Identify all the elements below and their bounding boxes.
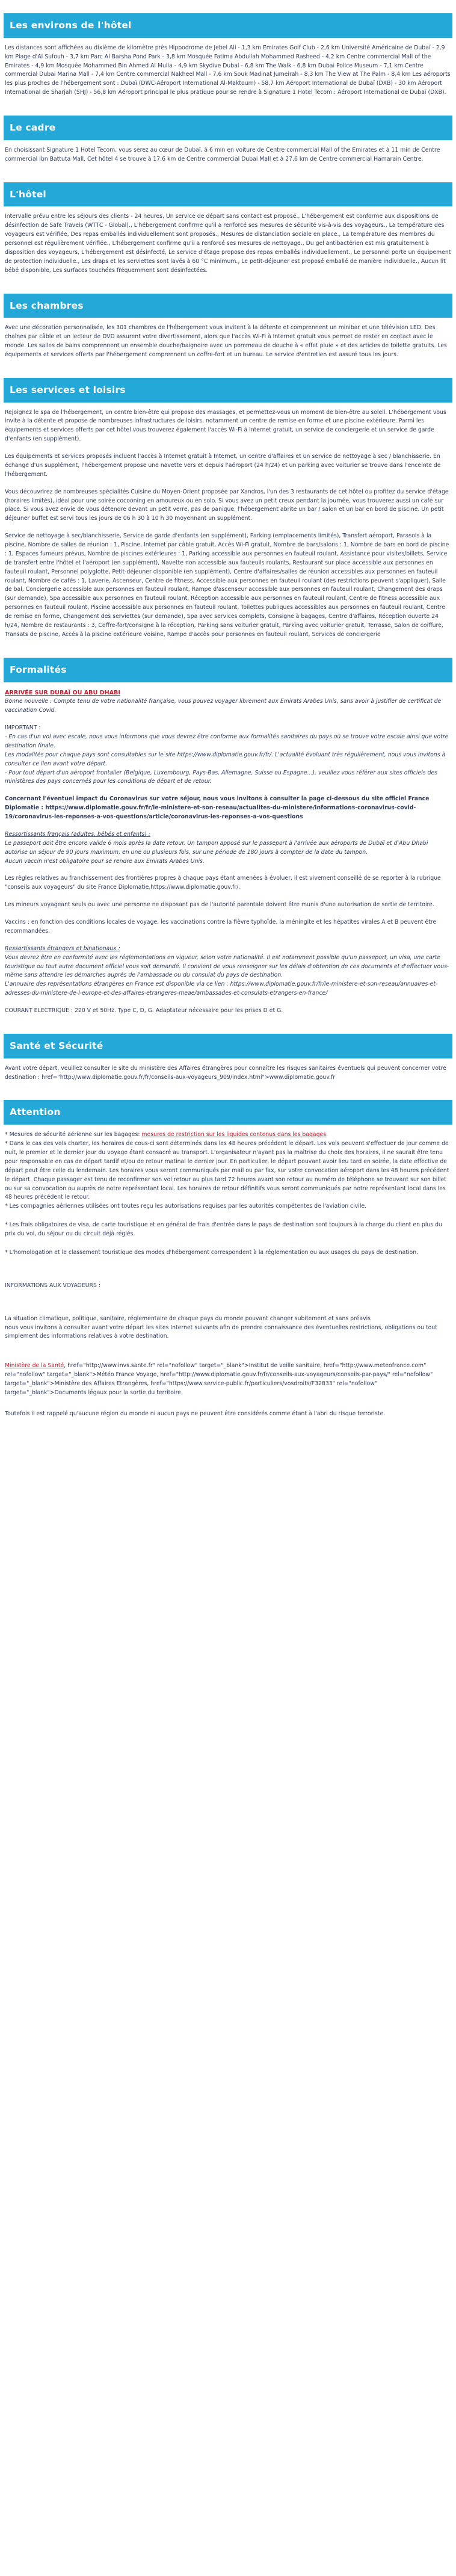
- foreign-nationals-text-1: Vous devrez être en conformité avec les réglementations en vigueur, selon votre nationalité. Il est notamment possible qu'un passeport, un visa, une carte touristique ou tout autre document officiel vous soit demandé. Il convient de vous renseigner sur les délais d'obtention de ces documents et d'effectuer vous-même sans attendre les démarches auprès de l'ambassade ou du consulat du pays de destination.: [5, 954, 449, 979]
- services-list: Service de nettoyage à sec/blanchisserie, Service de garde d'enfants (en supplément), Parking (emplacements limités), Transfert aéroport, Parasols à la piscine, Nombre de salles de réunion : 1, Piscine, Internet par câble gratuit, Accès Wi-Fi gratuit, Nombre de bars/salons : 1, Nombre de bars en bord de piscine : 1, Espaces fumeurs prévus, Nombre de piscines extérieures : 1, Parking accessible aux personnes en fauteuil roulant, Assistance pour visites/billets, Service de transfert entre l'hôtel et l'aéroport (en supplément), Navette non accessible aux fauteuils roulants, Restaurant sur place accessible aux personnes en fauteuil roulant, Personnel polyglotte, Petit-déjeuner disponible (en supplément), Centre d'affaires/salles de réunion accessibles aux personnes en fauteuil roulant, Nombre de cafés : 1, Laverie, Ascenseur, Centre de fitness, Accessible aux personnes en fauteuil roulant (des restrictions peuvent s'appliquer), Salle de bal, Conciergerie accessible aux personnes en fauteuil roulant, Rampe d'ascenseur accessible aux personnes en fauteuil roulant, Changement des draps (sur demande), Spa accessible aux personnes en fauteuil roulant, Réception accessible aux personnes en fauteuil roulant, Centre de fitness accessible aux personnes en fauteuil roulant, Piscine accessible aux personnes en fauteuil roulant, Toilettes publiques accessibles aux personnes en fauteuil roulant, Centre de remise en forme, Changement des serviettes (sur demande), Spa avec services complets, Consigne à bagages, Centre d'affaires, Réception ouverte 24 h/24, Nombre de restaurants : 3, Coffre-fort/consigne à la réception, Parking sans voiturier gratuit, Parking avec voiturier gratuit, Terrasse, Salon de coiffure, Transats de piscine, Accès à la piscine extérieure voisine, Rampe d'accès pour personnes en fauteuil roulant, Services de conciergerie: [5, 533, 449, 638]
- section-attention: [4, 1100, 452, 1418]
- section-title: Les environs de l'hôtel: [4, 13, 452, 38]
- airlines-text: * Les compagnies aériennes utilisées ont toutes reçu les autorisations requises par les autorités compétentes de l'aviation civile.: [5, 1203, 367, 1210]
- section-title: L'hôtel: [4, 182, 452, 207]
- section-title: Le cadre: [4, 116, 452, 140]
- security-measures-end: .: [326, 1131, 328, 1138]
- border-rules-text: Les règles relatives au franchissement des frontières propres à chaque pays étant amenées à évoluer, il est vivement conseillé de se reporter à la rubrique "conseils aux voyageurs" du site France Diplomatie,https://www.diplomatie.gouv.fr/.: [5, 875, 441, 891]
- section-environs: [4, 13, 452, 97]
- section-hotel: [4, 182, 452, 276]
- terrorism-notice: Toutefois il est rappelé qu'aucune région du monde ni aucun pays ne peuvent être considérés comme étant à l'abri du risque terroriste.: [5, 1410, 386, 1417]
- services-paragraph: Les équipements et services proposés incluent l'accès à Internet gratuit à Internet, un centre d'affaires et un service de nettoyage à sec / blanchisserie. En échange d'un supplément, l'hébergement propose une navette vers et depuis l'aéroport (24 h/24) et un parking avec voiturier se trouve dans l'enceinte de l'hébergement.: [5, 453, 441, 478]
- section-body: Avant votre départ, veuillez consulter le site du ministère des Affaires étrangères pour connaître les risques sanitaires éventuels qui peuvent concerner votre destination : href="http://www.diplomatie.gouv.fr/fr/conseils-aux-voyageurs_909/index.html">www.diplomatie.gouv.fr: [5, 1064, 446, 1081]
- important-text-1: - En cas d'un vol avec escale, nous vous informons que vous devrez être conforme aux formalités sanitaires du pays où se trouve votre escale ainsi que votre destination finale.: [5, 734, 449, 749]
- good-news-text: Bonne nouvelle : Compte tenu de votre nationalité française, vous pouvez voyager librement aux Emirats Arabes Unis, sans avoir à justifier de certificat de vaccination Covid.: [5, 698, 442, 714]
- section-sante: [4, 1034, 452, 1083]
- minors-text: Les mineurs voyageant seuls ou avec une personne ne disposant pas de l'autorité parentale doivent être munis d'une autorisation de sortie de territoire.: [5, 901, 434, 909]
- section-services: [4, 378, 452, 640]
- electric-current-text: COURANT ELECTRIQUE : 220 V et 50Hz. Type C, D, G. Adaptateur nécessaire pour les prises D et G.: [5, 1007, 283, 1015]
- section-body: Avec une décoration personnalisée, les 301 chambres de l'hébergement vous invitent à la détente et comprennent un minibar et une télévision LED. Des chaînes par câble et un lecteur de DVD assurent votre divertissement, alors que l'accès Wi-Fi à Internet gratuit vous permet de rester en contact avec le monde. Les salles de bains comprennent un ensemble douche/baignoire avec un pommeau de douche à « effet pluie » et des articles de toilette gratuits. Les équipements et services offerts par l'hébergement comprennent un coffre-fort et un bureau. Le service d'entretien est assuré tous les jours.: [5, 324, 447, 358]
- info-travelers-text-1: La situation climatique, politique, sanitaire, réglementaire de chaque pays du monde pouvant changer subitement et sans préavis: [5, 1315, 371, 1322]
- section-title: Santé et Sécurité: [4, 1034, 452, 1058]
- arrival-heading: ARRIVÉE SUR DUBAÏ OU ABU DHABI: [5, 689, 120, 696]
- visa-fees-text: * Les frais obligatoires de visa, de carte touristique et en général de frais d'entrée dans le pays de destination sont toujours à la charge du client en plus du prix du vol, du séjour ou du circuit déjà réglés.: [5, 1222, 442, 1237]
- health-ministry-link[interactable]: Ministère de la Santé: [5, 1362, 64, 1370]
- info-travelers-heading: INFORMATIONS AUX VOYAGEURS :: [5, 1282, 101, 1289]
- section-body: Intervalle prévu entre les séjours des clients - 24 heures, Un service de départ sans contact est proposé., L'hébergement est conforme aux dispositions de désinfection de Safe Travels (WTTC - Global)., L'hébergement confirme qu'il a renforcé ses mesures de sécurité vis-à-vis des voyageurs., La température des voyageurs est vérifiée, Des repas emballés individuellement sont proposés., Mesures de distanciation sociale en place., La température des membres du personnel est régulièrement vérifiée., L'hébergement confirme qu'il a renforcé ses mesures de nettoyage., Du gel antibactérien est mis gratuitement à disposition des voyageurs, L'hébergement est désinfecté, Le service d'étage propose des repas emballés individuellement., Le personnel porte un équipement de protection individuelle., Les draps et les serviettes sont lavés à 60 °C minimum., Le petit-déjeuner est proposé emballé de manière individuelle., Aucun lit bébé disponible, Les surfaces touchées fréquemment sont désinfectées.: [5, 213, 451, 274]
- coronavirus-notice: Concernant l'éventuel impact du Coronavirus sur votre séjour, nous vous invitons à consulter la page ci-dessous du site officiel France Diplomatie : https://www.diplomatie.gouv.fr/fr/le-ministere-et-son-reseau/actualites-du-ministere/informations-coronavirus-covid-19/coronavirus-les-reponses-a-vos-questions/article/coronavirus-les-reponses-a-vos-questions: [5, 795, 430, 821]
- foreign-nationals-text-2: L'annuaire des représentations étrangères en France est disponible via ce lien : https://www.diplomatie.gouv.fr/fr/le-ministere-et-son-reseau/annuaires-et-adresses-du-ministere-de-l-europe-et-des-affaires-etrangeres-meae/ambassades-et-consulats-etrangers-en-france/: [5, 981, 438, 997]
- section-title: Les chambres: [4, 294, 452, 318]
- services-paragraph: Rejoignez le spa de l'hébergement, un centre bien-être qui propose des massages, et permettez-vous un moment de bien-être au soleil. L'hébergement vous invite à la détente et propose de nombreuses infrastructures de loisirs, notamment un centre de remise en forme et une piscine extérieure. Parmi les équipements et services offerts par cet hôtel vous trouverez également l'accès Wi-Fi à Internet gratuit, un service de conciergerie et un service de garde d'enfants (en supplément).: [5, 409, 446, 443]
- section-chambres: [4, 294, 452, 360]
- important-text-3: - Pour tout départ d'un aéroport frontalier (Belgique, Luxembourg, Pays-Bas, Allemagne, Suisse ou Espagne...), veuillez vous référer aux sites officiels des ministères des pays concernés pour les conditions de départ et de retour.: [5, 769, 438, 785]
- section-formalites: [4, 658, 452, 1016]
- info-travelers-text-2: nous vous invitons à consulter avant votre départ les sites Internet suivants afin de prendre connaissance des éventuelles restrictions, obligations ou tout simplement des informations relatives à votre destination.: [5, 1324, 437, 1340]
- important-heading: IMPORTANT :: [5, 724, 41, 732]
- classification-text: * L'homologation et le classement touristique des modes d'hébergement correspondent à la réglementation ou aux usages du pays de destination.: [5, 1249, 419, 1256]
- charter-flights-text: * Dans le cas des vols charter, les horaires de cous-ci sont déterminés dans les 48 heures précédent le départ. Les vols peuvent s'effectuer de jour comme de nuit, le premier et le dernier jour du voyage étant consacré au transport. L'organisateur n'ayant pas la maîtrise du choix des horaires, il ne saurait être tenu pour responsable en cas de départ tardif et/ou de retour matinal le dernier jour. En particulier, le départ pouvant avoir lieu tard en soirée, la date effective de départ peut être celle du lendemain. Les horaires vous seront communiqués par mail ou par fax, sur votre convocation aéroport dans les 48 heures précédent le départ. Chaque passager est tenu de reconfirmer son vol retour au plus tard 72 heures avant son retour au numéro de téléphone se trouvant sur son billet ou sur sa convocation ou auprès de notre représentant local. Les horaires de retour définitifs vous seront communiqués par notre représentant local dans les 48 heures précédent le retour.: [5, 1140, 449, 1201]
- french-nationals-text: Le passeport doit être encore valide 6 mois après la date retour. Un tampon apposé sur le passeport à l'arrivée aux aéroports de Dubaï et d'Abu Dhabi autorise un séjour de 90 jours maximum, en une ou plusieurs fois, sur une période de 180 jours à compter de la date du tampon.: [5, 839, 428, 856]
- liquids-restriction-link[interactable]: mesures de restriction sur les liquides contenus dans les bagages: [141, 1131, 327, 1138]
- foreign-nationals-heading: Ressortissants étrangers et binationaux :: [5, 945, 120, 952]
- security-measures-label: * Mesures de sécurité aérienne sur les bagages:: [5, 1131, 142, 1138]
- section-title: Les services et loisirs: [4, 378, 452, 403]
- section-title: Formalités: [4, 658, 452, 682]
- section-cadre: [4, 116, 452, 164]
- vaccines-text: Vaccins : en fonction des conditions locales de voyage, les vaccinations contre la fièvre typhoïde, la méningite et les hépatites virales A et B peuvent être recommandées.: [5, 919, 437, 934]
- section-title: Attention: [4, 1100, 452, 1125]
- section-body: Les distances sont affichées au dixième de kilomètre près Hippodrome de Jebel Ali - 1,3 km Emirates Golf Club - 2,6 km Université Américaine de Dubaï - 2,9 km Plage d'Al Sufouh - 3,7 km Parc Al Barsha Pond Park - 3,8 km Mosquée Fatima Abdullah Mohammed Rasheed - 4,2 km Centre commercial Mall of the Emirates - 4,9 km Mosquée Mohammed Bin Ahmed Al Mulla - 4,9 km Skydive Dubai - 6,8 km The Walk - 6,8 km Dubai Police Museum - 7,1 km Centre commercial Dubai Marina Mall - 7,4 km Centre commercial Nakheel Mall - 7,6 km Souk Madinat Jumeirah - 8,3 km The View at The Palm - 8,4 km Les aéroports les plus proches de l'hébergement sont : Dubaï (DWC-Aéroport International Al-Maktoum) - 58,7 km Aéroport International de Dubaï (DXB) - 30 km Aéroport International de Sharjah (SHJ) - 56,8 km Aéroport principal le plus pratique pour se rendre à Signature 1 Hotel Tecom : Aéroport International de Dubaï (DXB).: [5, 44, 451, 96]
- section-body: En choisissant Signature 1 Hotel Tecom, vous serez au cœur de Dubaï, à 6 min en voiture de Centre commercial Mall of the Emirates et à 11 min de Centre commercial Ibn Battuta Mall. Cet hôtel 4 se trouve à 17,6 km de Centre commercial Dubai Mall et à 27,6 km de Centre commercial Hamarain Centre.: [5, 146, 440, 162]
- links-text: , href="http://www.invs.sante.fr" rel="nofollow" target="_blank">Institut de veille sanitaire, href="http://www.meteofrance.com" rel="nofollow" target="_blank">Météo France Voyage, href="http://www.diplomatie.gouv.fr/fr/conseils-aux-voyageurs/conseils-par-pays/" rel="nofollow" target="_blank">Ministère des Affaires Etrangères, href="https://www.service-public.fr/particuliers/vosdroits/F32833" rel="nofollow" target="_blank">Documents légaux pour la sortie du territoire.: [5, 1362, 433, 1396]
- important-text-2: Les modalités pour chaque pays sont consultables sur le site https://www.diplomatie.gouv.fr/fr/. L'actualité évoluant très régulièrement, nous vous invitons à consulter ce lien avant votre départ.: [5, 751, 446, 767]
- french-nationals-heading: Ressortissants français (adultes, bébés et enfants) :: [5, 830, 151, 838]
- vaccine-text: Aucun vaccin n'est obligatoire pour se rendre aux Emirats Arabes Unis.: [5, 857, 205, 865]
- services-paragraph: Vous découvrirez de nombreuses spécialités Cuisine du Moyen-Orient proposée par Xandros, l'un des 3 restaurants de cet hôtel ou profitez du service d'étage (horaires limités), idéal pour une soirée cocooning en amoureux ou en solo. Si vous avez un petit creux pendant la journée, vous trouverez aussi un café sur place. Si vous avez envie de vous détendre devant un petit verre, pas de panique, l'hébergement abrite un bar / salon et un bar en bord de piscine. Un petit déjeuner buffet est servi tous les jours de 06 h 30 à 10 h 30 moyennant un supplément.: [5, 488, 449, 522]
